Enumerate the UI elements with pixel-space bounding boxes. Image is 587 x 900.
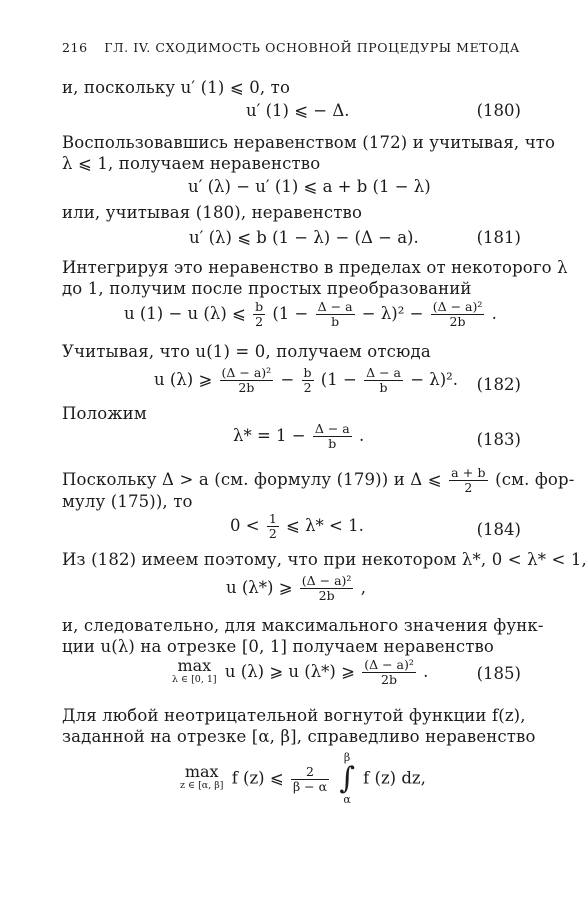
- fraction: $\frac{\text{(Δ − a)²}}{2b}$: [301, 573, 352, 603]
- formula-integrated: u (1) − u (λ) ⩽ $\frac{b}{2}$ (1 − $\frac{\Delta - a}{b}$ − λ)² − $\frac{\text{(Δ − a)²}}{2b}$ .: [124, 299, 497, 329]
- text-line: Поскольку Δ > a (см. формулу (179)) и Δ ⩽ $\frac{a + b}{2}$ (см. фор-: [62, 465, 575, 495]
- fraction: $\frac{a + b}{2}$: [451, 465, 486, 495]
- text-line: или, учитывая (180), неравенство: [62, 203, 363, 222]
- formula-concave-bound: max z ∈ [α, β] f (z) ⩽ $\frac{2}{\beta - \alpha}$ β ∫ α f (z) dz,: [180, 751, 426, 806]
- fraction: $\frac{\Delta - a}{b}$: [366, 365, 401, 395]
- fraction: $\frac{b}{2}$: [255, 299, 264, 329]
- fraction: $\frac{1}{2}$: [268, 511, 277, 541]
- equation-number-182: (182): [476, 375, 521, 394]
- text-line: до 1, получим после простых преобразований: [62, 279, 472, 298]
- text-line: мулу (175)), то: [62, 492, 193, 511]
- fraction: $\frac{2}{\beta - \alpha}$: [292, 763, 328, 794]
- formula-inequality: u′ (λ) − u′ (1) ⩽ a + b (1 − λ): [188, 177, 431, 196]
- text-line: Из (182) имеем поэтому, что при некотором λ*, 0 < λ* < 1,: [62, 550, 587, 569]
- text-line: ции u(λ) на отрезке [0, 1] получаем неравенство: [62, 637, 495, 656]
- equation-number-183: (183): [476, 430, 521, 449]
- text-line: и, поскольку u′ (1) ⩽ 0, то: [62, 78, 291, 97]
- max-operator: max z ∈ [α, β]: [180, 762, 224, 791]
- fraction: $\frac{\text{(Δ − a)²}}{2b}$: [364, 657, 414, 687]
- fraction: $\frac{\Delta - a}{b}$: [317, 299, 353, 329]
- formula-185: max λ ∈ [0, 1] u (λ) ⩾ u (λ*) ⩾ $\frac{\text{(Δ − a)²}}{2b}$ .: [172, 655, 429, 687]
- fraction: $\frac{\Delta - a}{b}$: [314, 421, 350, 451]
- running-title: ГЛ. IV. СХОДИМОСТЬ ОСНОВНОЙ ПРОЦЕДУРЫ МЕТОДА: [104, 40, 520, 55]
- fraction: $\frac{\text{(Δ − a)²}}{2b}$: [221, 365, 272, 395]
- text-line: Интегрируя это неравенство в пределах от некоторого λ: [62, 258, 568, 277]
- fraction: $\frac{\text{(Δ − a)²}}{2b}$: [432, 299, 483, 329]
- formula-lambda-star: u (λ*) ⩾ $\frac{\text{(Δ − a)²}}{2b}$ ,: [226, 573, 366, 603]
- text-line: заданной на отрезке [α, β], справедливо неравенство: [62, 727, 536, 746]
- equation-number-181: (181): [476, 228, 521, 247]
- text-line: Воспользовавшись неравенством (172) и учитывая, что: [62, 133, 556, 152]
- text-line: Для любой неотрицательной вогнутой функции f(z),: [62, 706, 526, 725]
- integral-sign: β ∫ α: [339, 751, 355, 806]
- equation-number-184: (184): [476, 520, 521, 539]
- equation-number-180: (180): [476, 101, 521, 120]
- formula-184: 0 < $\frac{1}{2}$ ⩽ λ* < 1.: [230, 511, 364, 541]
- max-operator: max λ ∈ [0, 1]: [172, 655, 217, 685]
- formula-181: u′ (λ) ⩽ b (1 − λ) − (Δ − a).: [189, 228, 419, 247]
- text-line: Учитывая, что u(1) = 0, получаем отсюда: [62, 342, 431, 361]
- text-line: Положим: [62, 404, 147, 423]
- fraction: $\frac{b}{2}$: [303, 365, 312, 395]
- formula-183: λ* = 1 − $\frac{\Delta - a}{b}$ .: [233, 421, 365, 451]
- page-number: 216: [62, 40, 88, 55]
- running-header: [62, 40, 522, 55]
- text-line: и, следовательно, для максимального значения функ-: [62, 616, 544, 635]
- formula-180: u′ (1) ⩽ − Δ.: [246, 101, 350, 120]
- text-line: λ ⩽ 1, получаем неравенство: [62, 154, 321, 173]
- formula-182: u (λ) ⩾ $\frac{\text{(Δ − a)²}}{2b}$ − $\frac{b}{2}$ (1 − $\frac{\Delta - a}{b}$ − λ)².: [154, 365, 459, 395]
- equation-number-185: (185): [476, 664, 521, 683]
